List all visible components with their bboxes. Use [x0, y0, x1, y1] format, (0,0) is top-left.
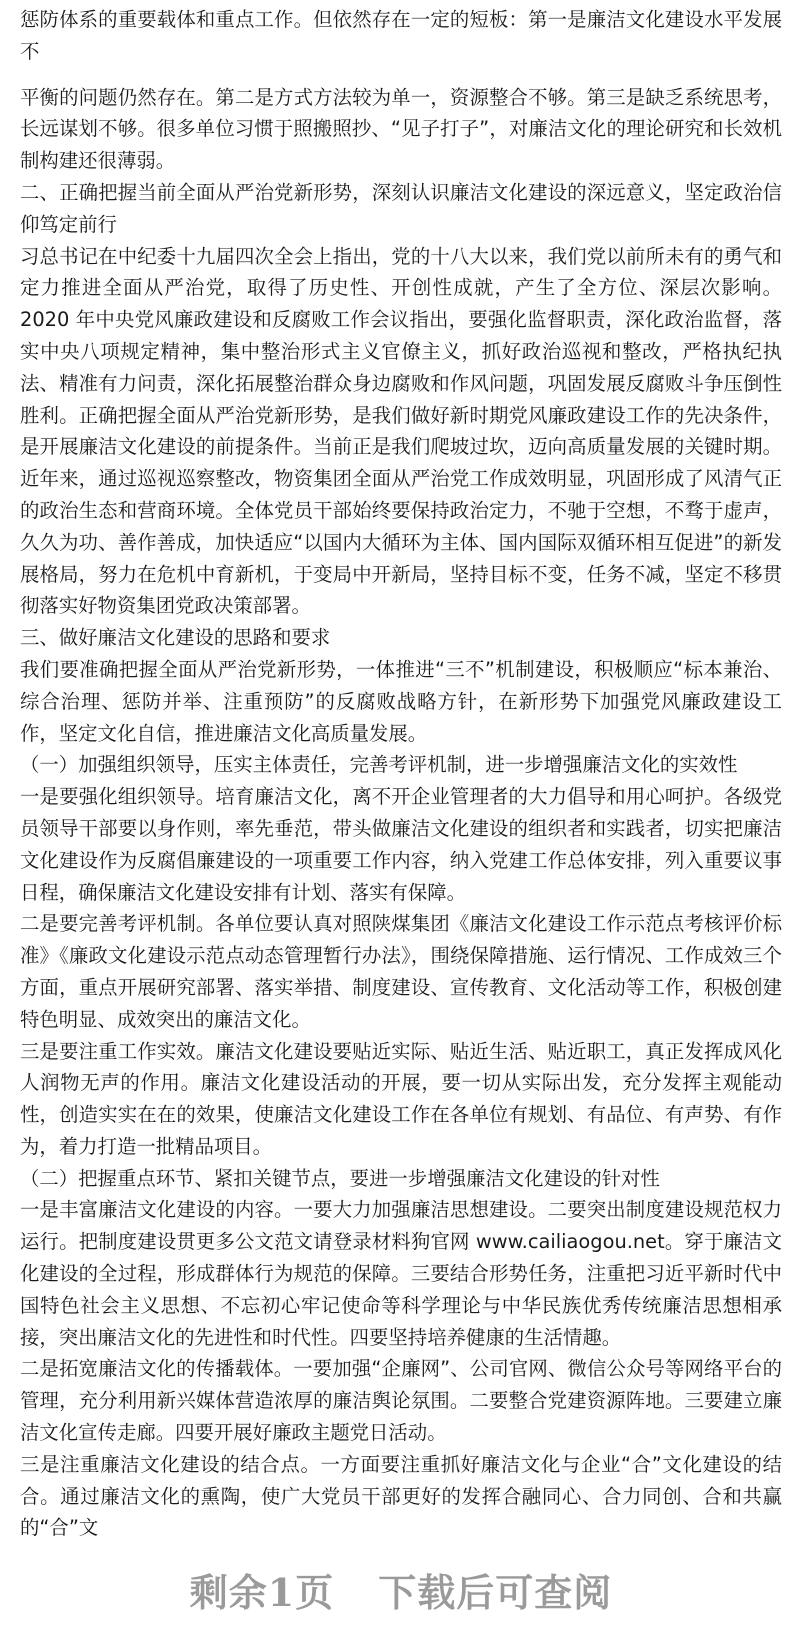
paragraph: 二是要完善考评机制。各单位要认真对照陕煤集团《廉洁文化建设工作示范点考核评价标准》《廉政文化建设示范点动态管理暂行办法》，围绕保障措施、运行情况、工作成效三个方面，重点开展研究部署、落实举措、制度建设、宣传教育、文化活动等工作，积极创建特色明显、成效突出的廉洁文化。: [20, 912, 782, 1031]
download-to-view-label[interactable]: 下载后可查阅: [378, 1570, 613, 1616]
paragraph: 一是丰富廉洁文化建设的内容。一要大力加强廉洁思想建设。二要突出制度建设规范权力运行。把制度建设贯更多公文范文请登录材料狗官网 www.cailiaogou.net。穿于廉洁文化建设的全过程，形成群体行为规范的保障。三要结合形势任务，注重把习近平新时代中国特色社会主义思想、不忘初心牢记使命等科学理论与中华民族优秀传统廉洁思想相承接，突出廉洁文化的先进性和时代性。四要坚持培养健康的生活情趣。: [20, 1198, 782, 1349]
paragraph: 二是拓宽廉洁文化的传播载体。一要加强“企廉网”、公司官网、微信公众号等网络平台的管理，充分利用新兴媒体营造浓厚的廉洁舆论氛围。二要整合党建资源阵地。三要建立廉洁文化宣传走廊。四要开展好廉政主题党日活动。: [20, 1357, 782, 1445]
paragraph: 我们要准确把握全面从严治党新形势，一体推进“三不”机制建设，积极顺应“标本兼治、综合治理、惩防并举、注重预防”的反腐败战略方针，在新形势下加强党风廉政建设工作，坚定文化自信，推进廉洁文化高质量发展。: [20, 657, 782, 745]
section-heading: 二、正确把握当前全面从严治党新形势，深刻认识廉洁文化建设的深远意义，坚定政治信仰笃定前行: [20, 180, 782, 236]
download-prompt[interactable]: [20, 1568, 782, 1618]
paragraph: 平衡的问题仍然存在。第二是方式方法较为单一，资源整合不够。第三是缺乏系统思考，长远谋划不够。很多单位习惯于照搬照抄、“见子打子”，对廉洁文化的理论研究和长效机制构建还很薄弱。: [20, 85, 782, 173]
paragraph: 惩防体系的重要载体和重点工作。但依然存在一定的短板：第一是廉洁文化建设水平发展不: [20, 8, 782, 63]
paragraph: 三是要注重工作实效。廉洁文化建设要贴近实际、贴近生活、贴近职工，真正发挥成风化人润物无声的作用。廉洁文化建设活动的开展，要一切从实际出发，充分发挥主观能动性，创造实实在在的效果，使廉洁文化建设工作在各单位有规划、有品位、有声势、有作为，着力打造一批精品项目。: [20, 1039, 782, 1158]
remaining-pages-label: 剩余1页: [189, 1570, 335, 1616]
subsection-heading: （二）把握重点环节、紧扣关键节点，要进一步增强廉洁文化建设的针对性: [20, 1166, 660, 1190]
page1-tail: [20, 4, 782, 68]
page2-body: [20, 82, 782, 1545]
section-heading: 三、做好廉洁文化建设的思路和要求: [20, 626, 331, 650]
paragraph: 习总书记在中纪委十九届四次全会上指出，党的十八大以来，我们党以前所未有的勇气和定力推进全面从严治党，取得了历史性、开创性成就，产生了全方位、深层次影响。2020 年中央党风廉政建设和反腐败工作会议指出，要强化监督职责，深化政治监督，落实中央八项规定精神，集中整治形式主义官僚主义，抓好政治巡视和整改，严格执纪执法、精准有力问责，深化拓展整治群众身边腐败和作风问题，巩固发展反腐败斗争压倒性胜利。正确把握全面从严治党新形势，是我们做好新时期党风廉政建设工作的先决条件，是开展廉洁文化建设的前提条件。当前正是我们爬坡过坎，迈向高质量发展的关键时期。近年来，通过巡视巡察整改，物资集团全面从严治党工作成效明显，巩固形成了风清气正的政治生态和营商环境。全体党员干部始终要保持政治定力，不驰于空想，不骛于虚声，久久为功、善作善成，加快适应“以国内大循环为主体、国内国际双循环相互促进”的新发展格局，努力在危机中育新机，于变局中开新局，坚持目标不变，任务不减，坚定不移贯彻落实好物资集团党政决策部署。: [20, 244, 782, 618]
paragraph: 三是注重廉洁文化建设的结合点。一方面要注重抓好廉洁文化与企业“合”文化建设的结合。通过廉洁文化的熏陶，使广大党员干部更好的发挥合融同心、合力同创、合和共赢的“合”文: [20, 1452, 782, 1540]
paragraph: 一是要强化组织领导。培育廉洁文化，离不开企业管理者的大力倡导和用心呵护。各级党员领导干部要以身作则，率先垂范，带头做廉洁文化建设的组织者和实践者，切实把廉洁文化建设作为反腐倡廉建设的一项重要工作内容，纳入党建工作总体安排，列入重要议事日程，确保廉洁文化建设安排有计划、落实有保障。: [20, 785, 782, 904]
subsection-heading: （一）加强组织领导，压实主体责任，完善考评机制，进一步增强廉洁文化的实效性: [20, 753, 738, 777]
